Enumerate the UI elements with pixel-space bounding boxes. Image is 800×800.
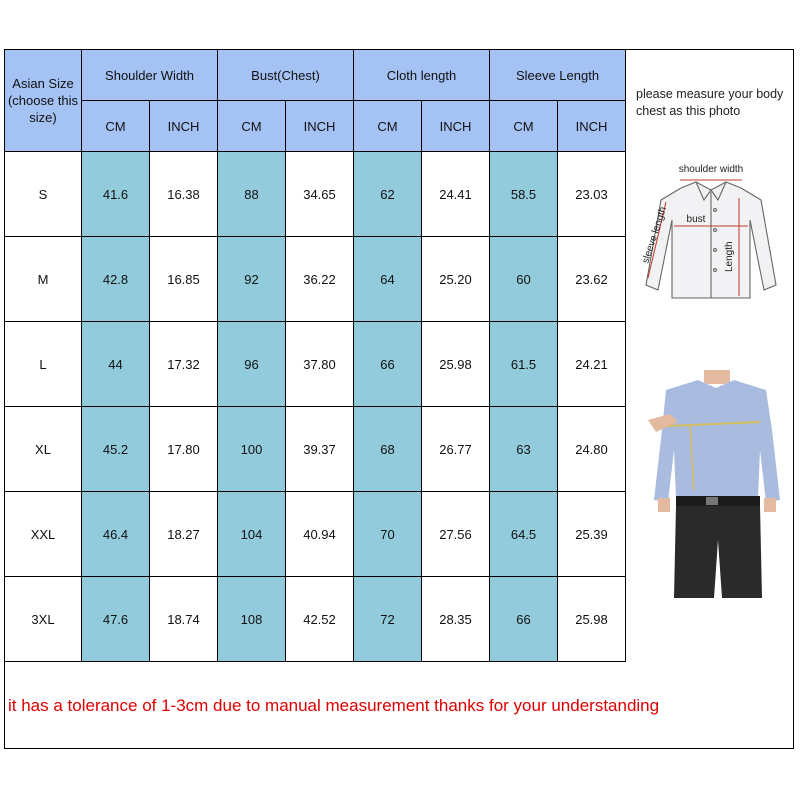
- sleeve-inch-cell: 24.80: [558, 407, 626, 492]
- shoulder-cm-cell: 42.8: [82, 237, 150, 322]
- table-row: [5, 237, 626, 322]
- bust-inch-cell: 40.94: [286, 492, 354, 577]
- unit-cm-header: CM: [82, 101, 150, 152]
- shoulder-width-header: Shoulder Width: [82, 50, 218, 101]
- sleeve-cm-cell: 64.5: [490, 492, 558, 577]
- bust-inch-cell: 39.37: [286, 407, 354, 492]
- tolerance-footer: it has a tolerance of 1-3cm due to manual measurement thanks for your understanding: [8, 696, 660, 715]
- sleeve-cm-cell: 58.5: [490, 152, 558, 237]
- length-label: Length: [724, 241, 735, 272]
- sleeve-inch-cell: 25.39: [558, 492, 626, 577]
- length-cm-cell: 66: [354, 322, 422, 407]
- unit-cm-header: CM: [354, 101, 422, 152]
- shoulder-cm-cell: 41.6: [82, 152, 150, 237]
- measure-note: please measure your body chest as this photo: [636, 87, 784, 118]
- table-row: [5, 492, 626, 577]
- size-cell: XXL: [5, 492, 82, 577]
- bust-inch-cell: 37.80: [286, 322, 354, 407]
- bust-cm-cell: 100: [218, 407, 286, 492]
- shoulder-width-label: shoulder width: [678, 164, 744, 175]
- size-chart-table: [4, 49, 626, 662]
- sleeve-cm-cell: 66: [490, 577, 558, 662]
- length-cm-cell: 70: [354, 492, 422, 577]
- shoulder-inch-cell: 17.32: [150, 322, 218, 407]
- unit-inch-header: INCH: [150, 101, 218, 152]
- size-cell: 3XL: [5, 577, 82, 662]
- shirt-diagram: [636, 160, 786, 310]
- size-cell: S: [5, 152, 82, 237]
- sleeve-length-header: Sleeve Length: [490, 50, 626, 101]
- sleeve-cm-cell: 63: [490, 407, 558, 492]
- length-cm-cell: 62: [354, 152, 422, 237]
- unit-cm-header: CM: [490, 101, 558, 152]
- shoulder-inch-cell: 18.27: [150, 492, 218, 577]
- size-cell: L: [5, 322, 82, 407]
- size-cell: M: [5, 237, 82, 322]
- table-row: [5, 577, 626, 662]
- length-cm-cell: 72: [354, 577, 422, 662]
- length-inch-cell: 25.20: [422, 237, 490, 322]
- model-photo: [648, 370, 784, 598]
- cloth-length-header: Cloth length: [354, 50, 490, 101]
- size-cell: XL: [5, 407, 82, 492]
- bust-inch-cell: 34.65: [286, 152, 354, 237]
- shoulder-cm-cell: 45.2: [82, 407, 150, 492]
- shoulder-inch-cell: 18.74: [150, 577, 218, 662]
- sleeve-inch-cell: 23.62: [558, 237, 626, 322]
- length-inch-cell: 24.41: [422, 152, 490, 237]
- length-cm-cell: 64: [354, 237, 422, 322]
- shoulder-inch-cell: 16.85: [150, 237, 218, 322]
- unit-inch-header: INCH: [558, 101, 626, 152]
- bust-cm-cell: 96: [218, 322, 286, 407]
- sleeve-length-label: sleeve length: [640, 205, 670, 265]
- shoulder-inch-cell: 16.38: [150, 152, 218, 237]
- sleeve-inch-cell: 25.98: [558, 577, 626, 662]
- shoulder-cm-cell: 47.6: [82, 577, 150, 662]
- sleeve-inch-cell: 24.21: [558, 322, 626, 407]
- length-inch-cell: 25.98: [422, 322, 490, 407]
- bust-cm-cell: 92: [218, 237, 286, 322]
- bust-cm-cell: 104: [218, 492, 286, 577]
- length-inch-cell: 26.77: [422, 407, 490, 492]
- table-row: [5, 407, 626, 492]
- length-cm-cell: 68: [354, 407, 422, 492]
- length-inch-cell: 28.35: [422, 577, 490, 662]
- sleeve-cm-cell: 60: [490, 237, 558, 322]
- unit-inch-header: INCH: [422, 101, 490, 152]
- bust-label: bust: [686, 214, 706, 225]
- bust-header: Bust(Chest): [218, 50, 354, 101]
- unit-inch-header: INCH: [286, 101, 354, 152]
- table-row: [5, 322, 626, 407]
- bust-inch-cell: 36.22: [286, 237, 354, 322]
- table-row: [5, 152, 626, 237]
- asian-size-header: Asian Size (choose this size): [5, 50, 82, 152]
- unit-cm-header: CM: [218, 101, 286, 152]
- shoulder-cm-cell: 46.4: [82, 492, 150, 577]
- bust-cm-cell: 108: [218, 577, 286, 662]
- bust-cm-cell: 88: [218, 152, 286, 237]
- sleeve-cm-cell: 61.5: [490, 322, 558, 407]
- shoulder-cm-cell: 44: [82, 322, 150, 407]
- sleeve-inch-cell: 23.03: [558, 152, 626, 237]
- shoulder-inch-cell: 17.80: [150, 407, 218, 492]
- bust-inch-cell: 42.52: [286, 577, 354, 662]
- length-inch-cell: 27.56: [422, 492, 490, 577]
